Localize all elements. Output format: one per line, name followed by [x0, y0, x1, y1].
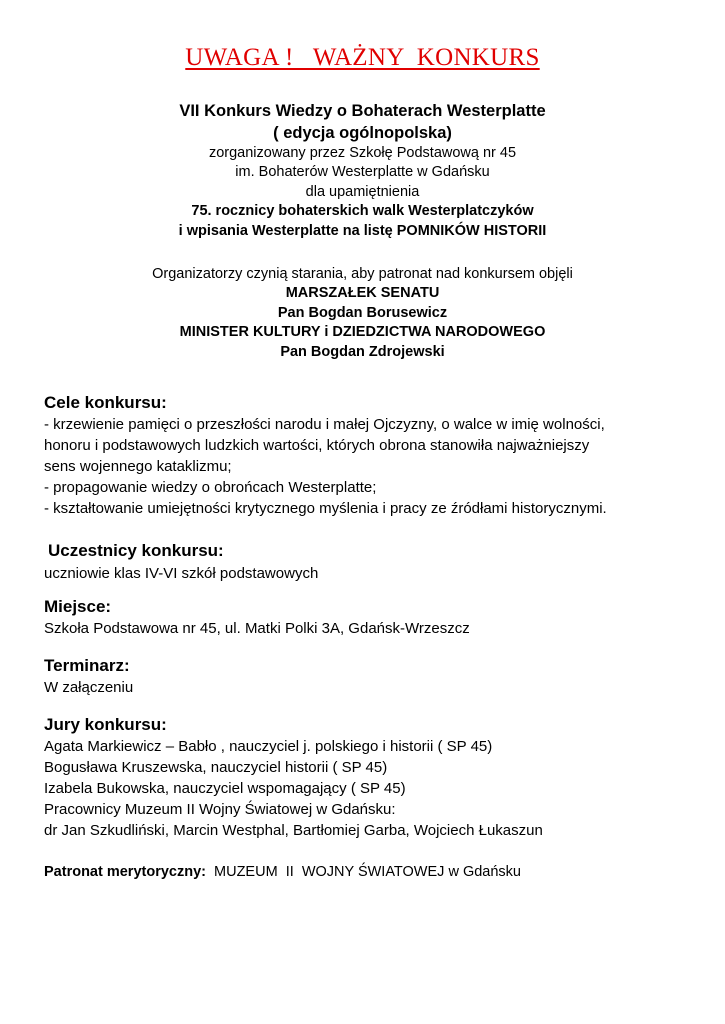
contest-header [0, 100, 725, 241]
contest-name: VII Konkurs Wiedzy o Bohaterach Westerplatte [179, 102, 546, 120]
monument-listing: i wpisania Westerplatte na listę POMNIKÓW HISTORII [178, 222, 547, 239]
section-participants [48, 540, 688, 562]
section-schedule [44, 655, 684, 698]
jury-member: Agata Markiewicz – Babło , nauczyciel j. polskiego i historii ( SP 45) [44, 738, 493, 755]
goals-line: - propagowanie wiedzy o obrońcach Westerplatte; [44, 479, 377, 496]
participants-text: uczniowie klas IV-VI szkół podstawowych [44, 565, 319, 582]
section-jury [44, 714, 684, 841]
participants-text-wrap [44, 563, 684, 584]
organized-by: zorganizowany przez Szkołę Podstawową nr 45 [208, 145, 517, 161]
jury-member: Izabela Bukowska, nauczyciel wspomagający ( SP 45) [44, 780, 406, 797]
goals-line: sens wojennego kataklizmu; [44, 458, 232, 475]
page-title: UWAGA ! WAŻNY KONKURS [185, 44, 540, 71]
patronage-intro: Organizatorzy czynią starania, aby patronat nad konkursem objęli [152, 266, 573, 282]
location-text: Szkoła Podstawowa nr 45, ul. Matki Polki 3A, Gdańsk-Wrzeszcz [44, 620, 470, 637]
jury-heading: Jury konkursu: [44, 715, 167, 734]
patron-person-1: Pan Bogdan Borusewicz [277, 304, 448, 321]
section-location [44, 596, 684, 639]
patronage-label: Patronat merytoryczny: [44, 864, 206, 880]
contest-edition: ( edycja ogólnopolska) [273, 124, 452, 142]
patron-person-2: Pan Bogdan Zdrojewski [280, 343, 445, 360]
school-name: im. Bohaterów Westerplatte w Gdańsku [235, 164, 490, 181]
purpose: dla upamiętnienia [305, 183, 420, 200]
patron-role-1: MARSZAŁEK SENATU [285, 285, 440, 302]
patron-role-2: MINISTER KULTURY i DZIEDZICTWA NARODOWEGO [179, 324, 546, 341]
location-heading: Miejsce: [44, 597, 112, 616]
jury-member: dr Jan Szkudliński, Marcin Westphal, Bartłomiej Garba, Wojciech Łukaszun [44, 822, 543, 839]
patronage-block [0, 265, 725, 362]
goals-line: - kształtowanie umiejętności krytycznego myślenia i pracy ze źródłami historycznymi. [44, 500, 607, 517]
jury-member: Pracownicy Muzeum II Wojny Światowej w Gdańsku: [44, 801, 396, 818]
participants-heading: Uczestnicy konkursu: [48, 541, 224, 560]
anniversary: 75. rocznicy bohaterskich walk Westerplatczyków [191, 203, 534, 220]
patronage-content [44, 864, 521, 880]
schedule-text: W załączeniu [44, 679, 134, 696]
goals-heading: Cele konkursu: [44, 393, 167, 412]
section-goals [44, 392, 684, 519]
jury-member: Bogusława Kruszewska, nauczyciel historii ( SP 45) [44, 759, 388, 776]
patronage-value: MUZEUM II WOJNY ŚWIATOWEJ w Gdańsku [205, 864, 521, 880]
goals-line: - krzewienie pamięci o przeszłości narodu i małej Ojczyzny, o walce w imię wolności, [44, 416, 605, 433]
schedule-heading: Terminarz: [44, 656, 130, 675]
goals-line: honoru i podstawowych ludzkich wartości, których obrona stanowiła najważniejszy [44, 437, 590, 454]
